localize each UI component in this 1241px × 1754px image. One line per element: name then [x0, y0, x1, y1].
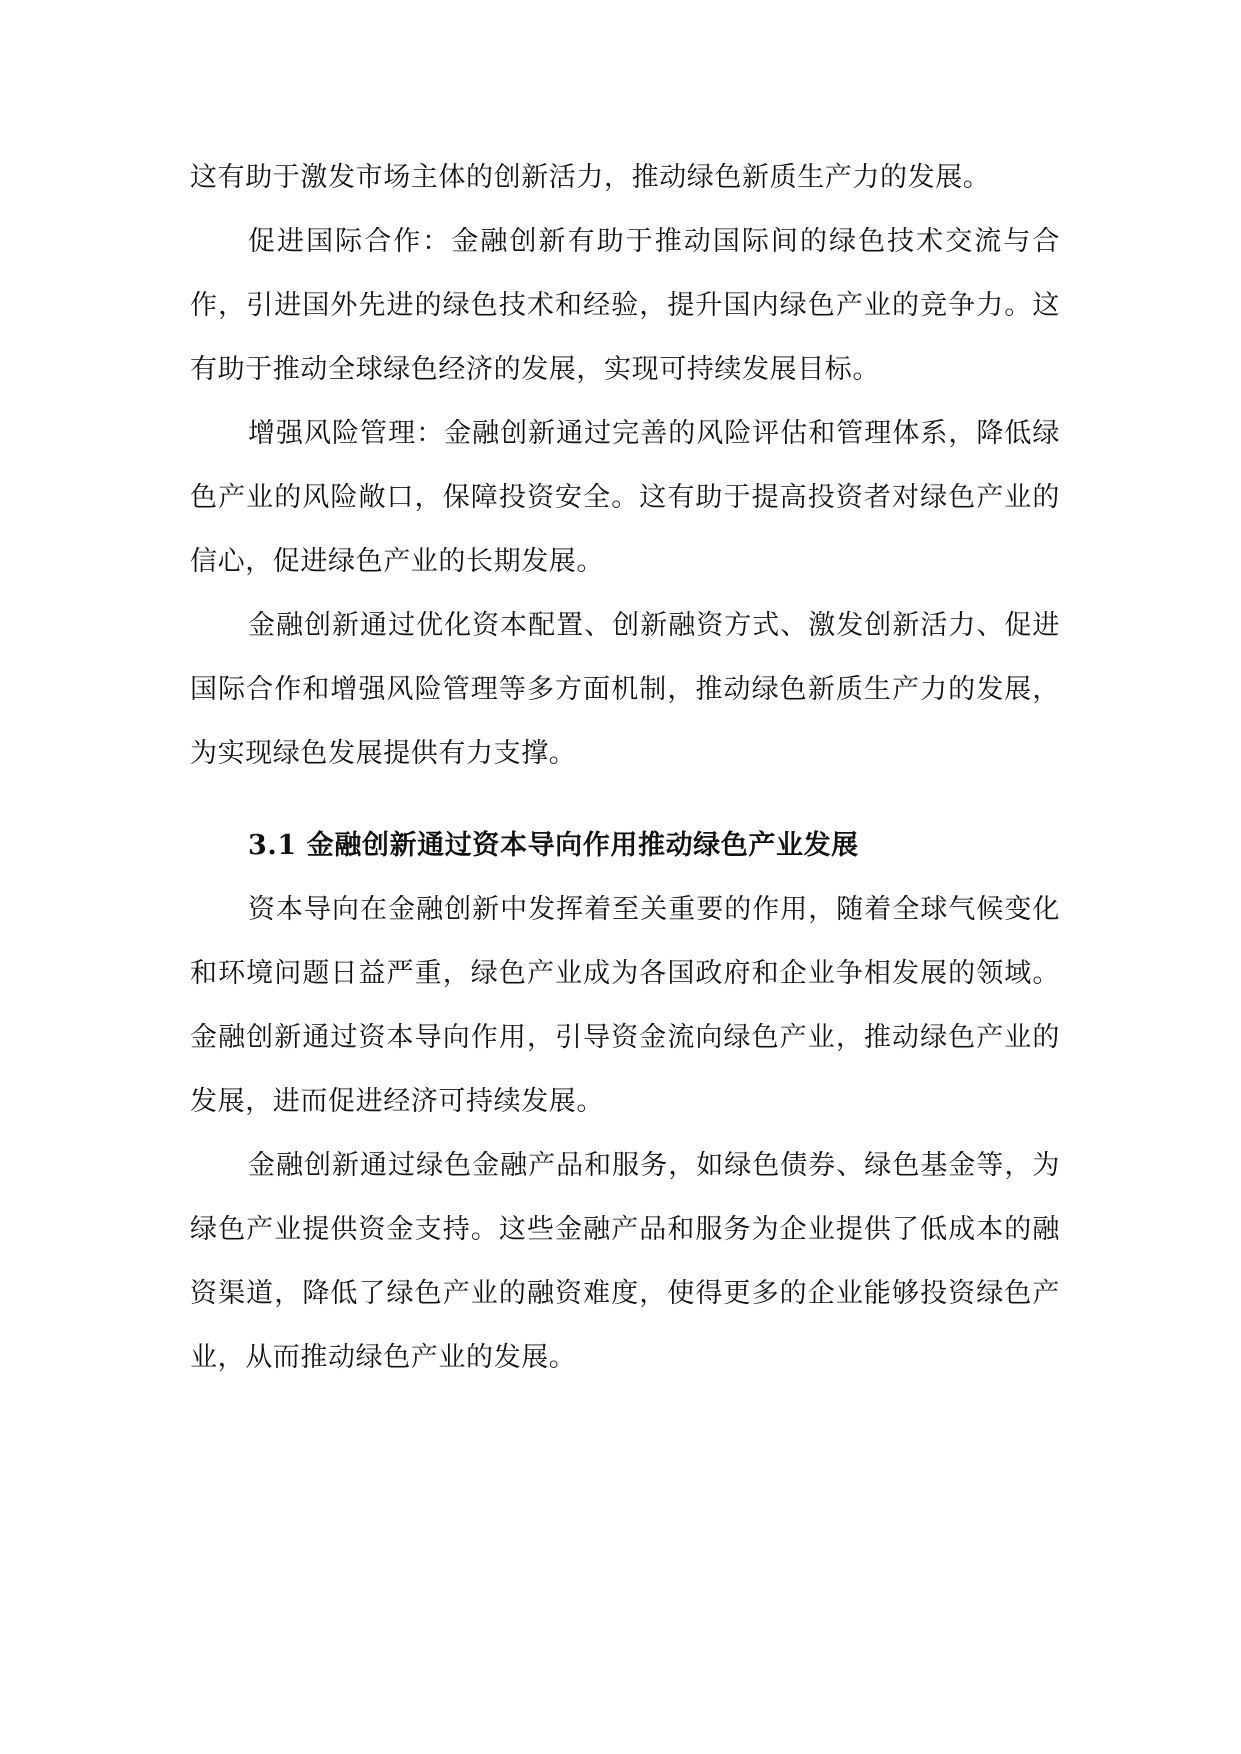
- section-heading-3-1: 3.1 金融创新通过资本导向作用推动绿色产业发展: [248, 830, 859, 861]
- document-body: [190, 146, 1060, 1390]
- paragraph-continuation: 这有助于激发市场主体的创新活力，推动绿色新质生产力的发展。: [190, 162, 991, 193]
- paragraph-summary: 金融创新通过优化资本配置、创新融资方式、激发创新活力、促进国际合作和增强风险管理等多方面机制，推动绿色新质生产力的发展，为实现绿色发展提供有力支撑。: [190, 610, 1060, 769]
- paragraph-international-cooperation: 促进国际合作：金融创新有助于推动国际间的绿色技术交流与合作，引进国外先进的绿色技术和经验，提升国内绿色产业的竞争力。这有助于推动全球绿色经济的发展，实现可持续发展目标。: [190, 226, 1060, 385]
- paragraph-green-finance-products: 金融创新通过绿色金融产品和服务，如绿色债券、绿色基金等，为绿色产业提供资金支持。这些金融产品和服务为企业提供了低成本的融资渠道，降低了绿色产业的融资难度，使得更多的企业能够投资绿色产业，从而推动绿色产业的发展。: [190, 1150, 1060, 1373]
- paragraph-capital-orientation: 资本导向在金融创新中发挥着至关重要的作用，随着全球气候变化和环境问题日益严重，绿色产业成为各国政府和企业争相发展的领域。金融创新通过资本导向作用，引导资金流向绿色产业，推动绿色产业的发展，进而促进经济可持续发展。: [190, 894, 1060, 1117]
- paragraph-risk-management: 增强风险管理：金融创新通过完善的风险评估和管理体系，降低绿色产业的风险敞口，保障投资安全。这有助于提高投资者对绿色产业的信心，促进绿色产业的长期发展。: [190, 418, 1060, 577]
